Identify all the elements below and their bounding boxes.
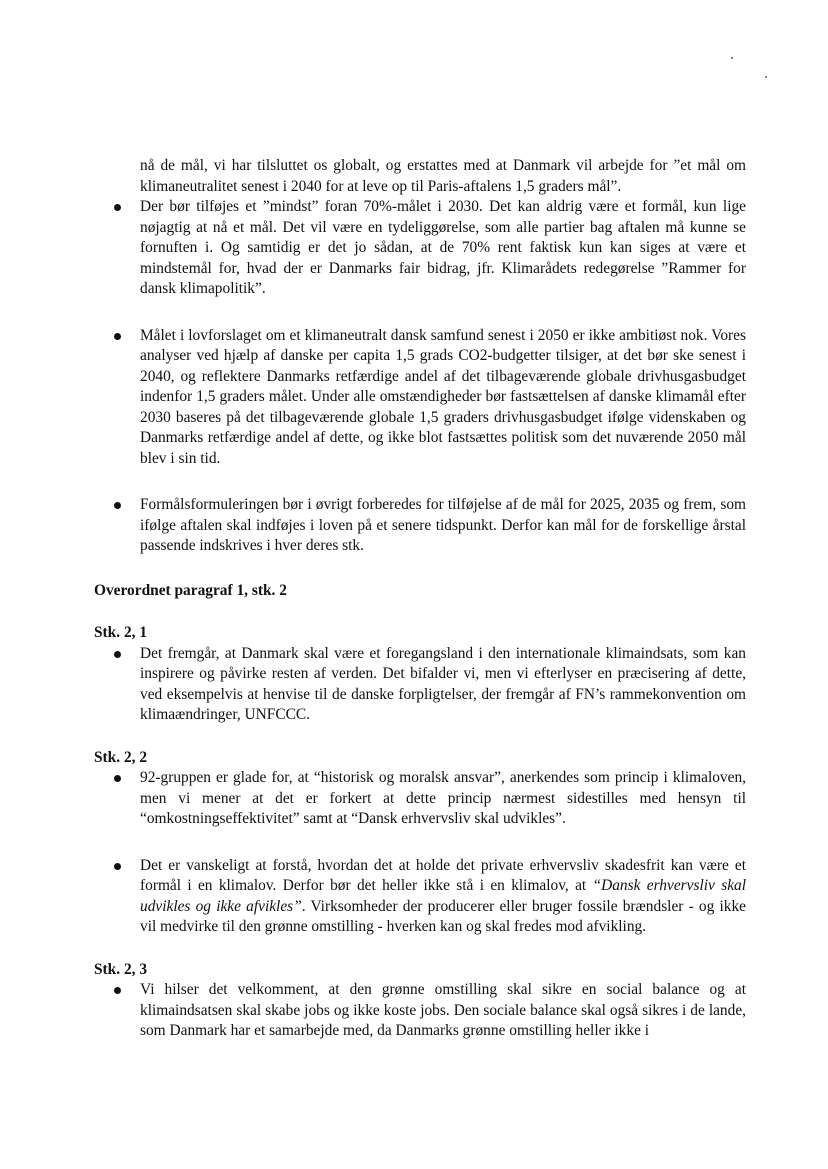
bullet-icon [114, 863, 121, 870]
bullet-text: Formålsformuleringen bør i øvrigt forberedes for tilføjelse af de mål for 2025, 2035 og frem, som ifølge aftalen skal indføjes i loven på et senere tidspunkt. Derfor kan mål for de forskellige årstal passende indskrives i hver deres stk. [140, 496, 746, 554]
bullet-text: Det fremgår, at Danmark skal være et foregangsland i den internationale klimaindsats, som kan inspirere og påvirke resten af verden. Det bifalder vi, men vi efterlyser en præcisering af dette, ved eksempelvis at henvise til de danske forpligtelser, der fremgår af FN’s rammekonvention om klimaændringer, UNFCCC. [140, 644, 746, 723]
list-item [94, 768, 746, 830]
list-item [94, 495, 746, 557]
continuation-paragraph: nå de mål, vi har tilsluttet os globalt, og erstattes med at Danmark vil arbejde for ”et mål om klimaneutralitet senest i 2040 for at leve op til Paris-aftalens 1,5 graders mål”. [140, 157, 746, 195]
bullet-list-purpose [94, 197, 746, 557]
bullet-text-after: . Virksomheder der producerer eller bruger fossile brændsler - og ikke vil medvirke til den grønne omstilling - hverken kan og skal fredes mod afvikling. [140, 897, 746, 935]
subsection-heading-stk-2-2: Stk. 2, 2 [94, 748, 148, 766]
bullet-list-stk-2-2 [94, 768, 746, 938]
bullet-icon [114, 987, 121, 994]
bullet-text: Vi hilser det velkomment, at den grønne omstilling skal sikre en social balance og at klimaindsatsen skal skabe jobs og ikke koste jobs. Den sociale balance skal også sikres i de lande, som Danmark har et samarbejde med, da Danmarks grønne omstilling heller ikke i [140, 981, 746, 1039]
scan-speck [731, 57, 733, 59]
bullet-list-stk-2-1 [94, 644, 746, 726]
bullet-text-quote: “Dansk erhvervsliv skal udvikles og ikke afvikles” [140, 877, 746, 915]
bullet-text-before: Det er vanskeligt at forstå, hvordan det at holde det private erhvervsliv skadesfrit kan være et formål i en klimalov. Derfor bør det heller ikke stå i en klimalov, at [140, 856, 746, 894]
subsection-heading-stk-2-3: Stk. 2, 3 [94, 960, 148, 978]
bullet-icon [114, 333, 121, 340]
list-item [94, 980, 746, 1042]
bullet-icon [114, 204, 121, 211]
bullet-text: 92-gruppen er glade for, at “historisk og moralsk ansvar”, anerkendes som princip i klimaloven, men vi mener at det er forkert at dette princip nærmest sidestilles med hensyn til “omkostningseffektivitet” samt at “Dansk erhvervsliv skal udvikles”. [140, 769, 746, 827]
subsection-heading-stk-2-1: Stk. 2, 1 [94, 624, 148, 641]
bullet-icon [114, 651, 121, 658]
scan-speck [765, 76, 767, 78]
list-item [94, 856, 746, 938]
bullet-icon [114, 775, 121, 782]
section-heading: Overordnet paragraf 1, stk. 2 [94, 581, 287, 599]
bullet-text: Der bør tilføjes et ”mindst” foran 70%-målet i 2030. Det kan aldrig være et formål, kun lige nøjagtig at nå et mål. Det vil være en tydeliggørelse, som alle partier bag aftalen må kunne se fornuften i. Og samtidig er det jo sådan, at de 70% rent faktisk kun kan siges at være et mindstemål for, hvad der er Danmarks fair bidrag, jfr. Klimarådets redegørelse ”Rammer for dansk klimapolitik”. [140, 198, 746, 297]
bullet-list-stk-2-3 [94, 980, 746, 1042]
bullet-text: Målet i lovforslaget om et klimaneutralt dansk samfund senest i 2050 er ikke ambitiøst nok. Vores analyser ved hjælp af danske per capita 1,5 grads CO2-budgetter tilsiger, at det bør ske senest i 2040, og reflektere Danmarks retfærdige andel af det tilbageværende globale drivhusgasbudget indenfor 1,5 graders målet. Under alle omstændigheder bør fastsættelsen af danske klimamål efter 2030 baseres på det tilbageværende globale 1,5 graders drivhusgasbudget ifølge videnskaben og Danmarks retfærdige andel af dette, og ikke blot fastsættes politisk som det nuværende 2050 mål blev i sin tid. [140, 326, 746, 467]
document-body [94, 156, 746, 1042]
list-item [94, 197, 746, 300]
bullet-icon [114, 502, 121, 509]
list-item [94, 326, 746, 470]
list-item [94, 644, 746, 726]
